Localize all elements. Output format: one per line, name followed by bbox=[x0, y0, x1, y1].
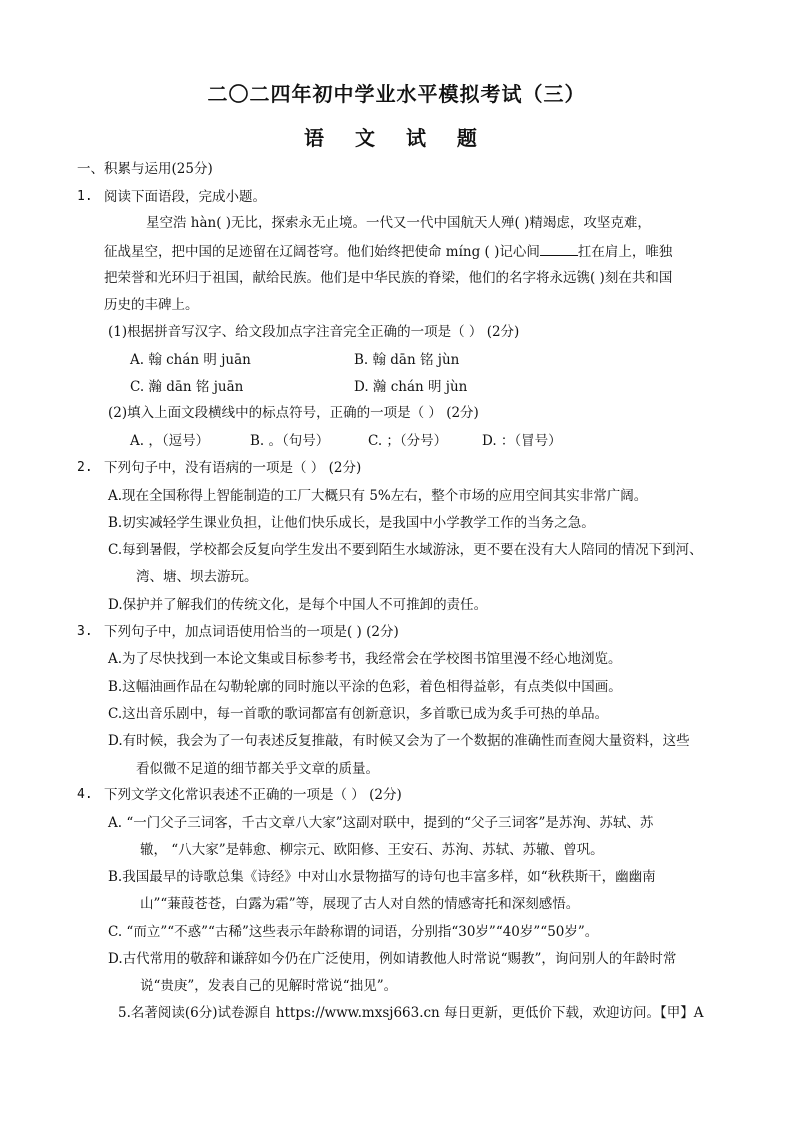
option: D.古代常用的敬辞和谦辞如今仍在广泛使用，例如请教他人时常说“赐教”，询问别人的年龄时常 bbox=[108, 951, 677, 967]
option: C. 瀚 dān 铭 juān bbox=[130, 379, 244, 395]
question-line: 5.名著阅读(6分)试卷源自 https://www.mxsj663.cn 每日更新，更低价下载，欢迎访问。【甲】A bbox=[118, 1005, 704, 1021]
fill-blank bbox=[540, 242, 578, 256]
option: D. 瀚 chán 明 jùn bbox=[354, 379, 468, 395]
option: A. “一门父子三词客，千古文章八大家”这副对联中，提到的“父子三词客”是苏洵、苏轼、苏 bbox=[108, 815, 654, 831]
option-continuation: 看似微不足道的细节都关乎文章的质量。 bbox=[136, 761, 379, 777]
question-stem: 下列句子中，没有语病的一项是（ ） (2分) bbox=[104, 460, 362, 476]
option-continuation: 山”“蒹葭苍苍，白露为霜”等，展现了古人对自然的情感寄托和深刻感悟。 bbox=[140, 896, 580, 912]
option: C.这出音乐剧中，每一首歌的歌词都富有创新意识，多首歌已成为炙手可热的单品。 bbox=[108, 706, 609, 722]
option: B.切实减轻学生课业负担，让他们快乐成长，是我国中小学教学工作的当务之急。 bbox=[108, 515, 595, 531]
sub-question: (1)根据拼音写汉字、给文段加点字注音完全正确的一项是（ ） (2分) bbox=[108, 324, 520, 340]
passage-line: 历史的丰碑上。 bbox=[104, 297, 199, 313]
option: B. 。（句号） bbox=[250, 433, 330, 449]
option-continuation: 辙， “八大家”是韩愈、柳宗元、欧阳修、王安石、苏洵、苏轼、苏辙、曾巩。 bbox=[140, 842, 604, 858]
option: D. ：（冒号） bbox=[482, 433, 562, 449]
question-stem: 下列文学文化常识表述不正确的一项是（ ） (2分) bbox=[104, 787, 402, 803]
passage-line: 把荣誉和光环归于祖国，献给民族。他们是中华民族的脊梁，他们的名字将永远镌( )刻在共和国 bbox=[104, 270, 673, 286]
option: D.保护并了解我们的传统文化，是每个中国人不可推卸的责任。 bbox=[108, 597, 488, 613]
option: A. ，（逗号） bbox=[130, 433, 210, 449]
subject-title: 语 文 试 题 bbox=[304, 126, 489, 150]
option: A.现在全国称得上智能制造的工厂大概只有 5%左右，整个市场的应用空间其实非常广阔。 bbox=[108, 488, 648, 504]
option: B. 翰 dān 铭 jùn bbox=[354, 352, 460, 368]
passage-line: 征战星空，把中国的足迹留在辽阔苍穹。他们始终把使命 míng ( )记心间 扛在肩上，唯独 bbox=[104, 244, 673, 260]
option: B.这幅油画作品在勾勒轮廓的同时施以平涂的色彩，着色相得益彰，有点类似中国画。 bbox=[108, 679, 622, 695]
option: C. ；（分号） bbox=[368, 433, 448, 449]
option: B.我国最早的诗歌总集《诗经》中对山水景物描写的诗句也丰富多样，如“秋秩斯干，幽幽南 bbox=[108, 869, 656, 885]
question-number: 3. bbox=[77, 624, 93, 639]
exam-title: 二〇二四年初中学业水平模拟考试（三） bbox=[207, 82, 586, 106]
sub-question: (2)填入上面文段横线中的标点符号，正确的一项是（ ） (2分) bbox=[108, 405, 479, 421]
question-number: 4. bbox=[77, 787, 93, 802]
section-heading: 一、积累与运用(25分) bbox=[77, 161, 213, 177]
question-number: 2. bbox=[77, 460, 93, 475]
question-stem: 阅读下面语段，完成小题。 bbox=[104, 189, 266, 205]
option: C. “而立”“不惑”“古稀”这些表示年龄称谓的词语，分别指“30岁”“40岁”“50岁”。 bbox=[108, 924, 599, 940]
option-continuation: 说“贵庚”，发表自己的见解时常说“拙见”。 bbox=[140, 978, 398, 994]
option: A. 翰 chán 明 juān bbox=[130, 352, 251, 368]
question-number: 1. bbox=[77, 189, 93, 204]
option: A.为了尽快找到一本论文集或目标参考书，我经常会在学校图书馆里漫不经心地浏览。 bbox=[108, 651, 622, 667]
option-continuation: 湾、塘、坝去游玩。 bbox=[136, 569, 258, 585]
question-stem: 下列句子中，加点词语使用恰当的一项是( ) (2分) bbox=[104, 624, 399, 640]
option: D.有时候，我会为了一句表述反复推敲，有时候又会为了一个数据的准确性而查阅大量资料，这些 bbox=[108, 733, 690, 749]
passage-line: 星空浩 hàn( )无比，探索永无止境。一代又一代中国航天人殚( )精竭虑，攻坚克难， bbox=[146, 215, 651, 231]
option: C.每到暑假，学校都会反复向学生发出不要到陌生水域游泳，更不要在没有大人陪同的情况下到河、 bbox=[108, 542, 703, 558]
